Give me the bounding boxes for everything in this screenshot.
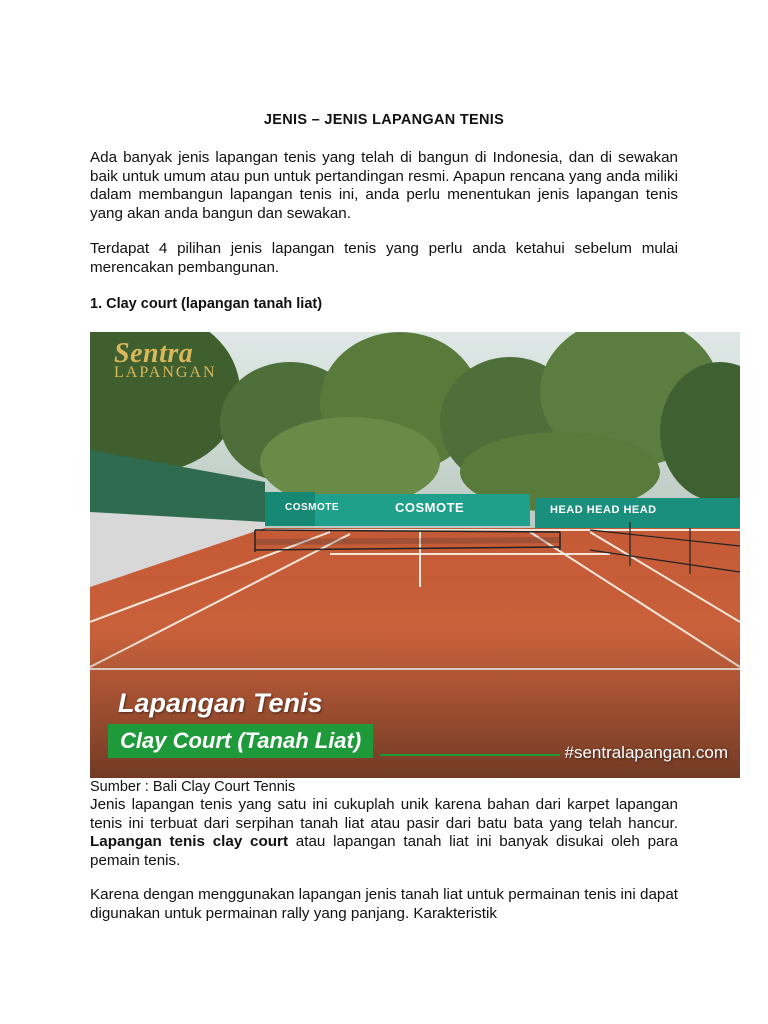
page-title: JENIS – JENIS LAPANGAN TENIS xyxy=(263,112,505,128)
hashtag-text: #sentralapangan.com xyxy=(564,743,728,762)
sentra-lapangan-logo xyxy=(114,338,217,382)
section-heading-clay-court: 1. Clay court (lapangan tanah liat) xyxy=(90,296,323,312)
clay-court-photo xyxy=(90,332,740,778)
logo-main-text: Sentra xyxy=(114,338,194,369)
intro-paragraph: Ada banyak jenis lapangan tenis yang telah di bangun di Indonesia, dan di sewakan baik untuk umum atau pun untuk pertandingan resmi. Apapun rencana yang anda miliki dalam membangun lapangan tenis ini, anda perlu menentukan jenis lapangan tenis yang akan anda bangun dan sewakan. xyxy=(90,149,678,222)
clay-court-description xyxy=(90,796,678,870)
rally-paragraph: Karena dengan menggunakan lapangan jenis tanah liat untuk permainan tenis ini dapat digunakan untuk permainan rally yang panjang. Karakteristik xyxy=(90,886,678,922)
overlay-title: Lapangan Tenis xyxy=(118,688,323,718)
overlay-subtitle: Clay Court (Tanah Liat) xyxy=(108,724,373,758)
logo-sub-text: LAPANGAN xyxy=(114,364,217,381)
banner-cosmote-left: COSMOTE xyxy=(285,502,340,513)
description-bold-term: Lapangan tenis clay court xyxy=(90,833,289,850)
description-part1: Jenis lapangan tenis yang satu ini cukuplah unik karena bahan dari karpet lapangan tenis ini terbuat dari serpihan tanah liat atau pasir dari batu bata yang telah hancur. xyxy=(90,796,678,832)
options-paragraph: Terdapat 4 pilihan jenis lapangan tenis yang perlu anda ketahui sebelum mulai merencakan pembangunan. xyxy=(90,240,678,276)
banner-cosmote-center: COSMOTE xyxy=(395,500,465,515)
image-caption: Sumber : Bali Clay Court Tennis xyxy=(90,779,296,795)
banner-head: HEAD HEAD HEAD xyxy=(550,504,657,516)
description-part2: atau lapangan tanah liat ini banyak disukai oleh para pemain tenis. xyxy=(90,833,678,869)
